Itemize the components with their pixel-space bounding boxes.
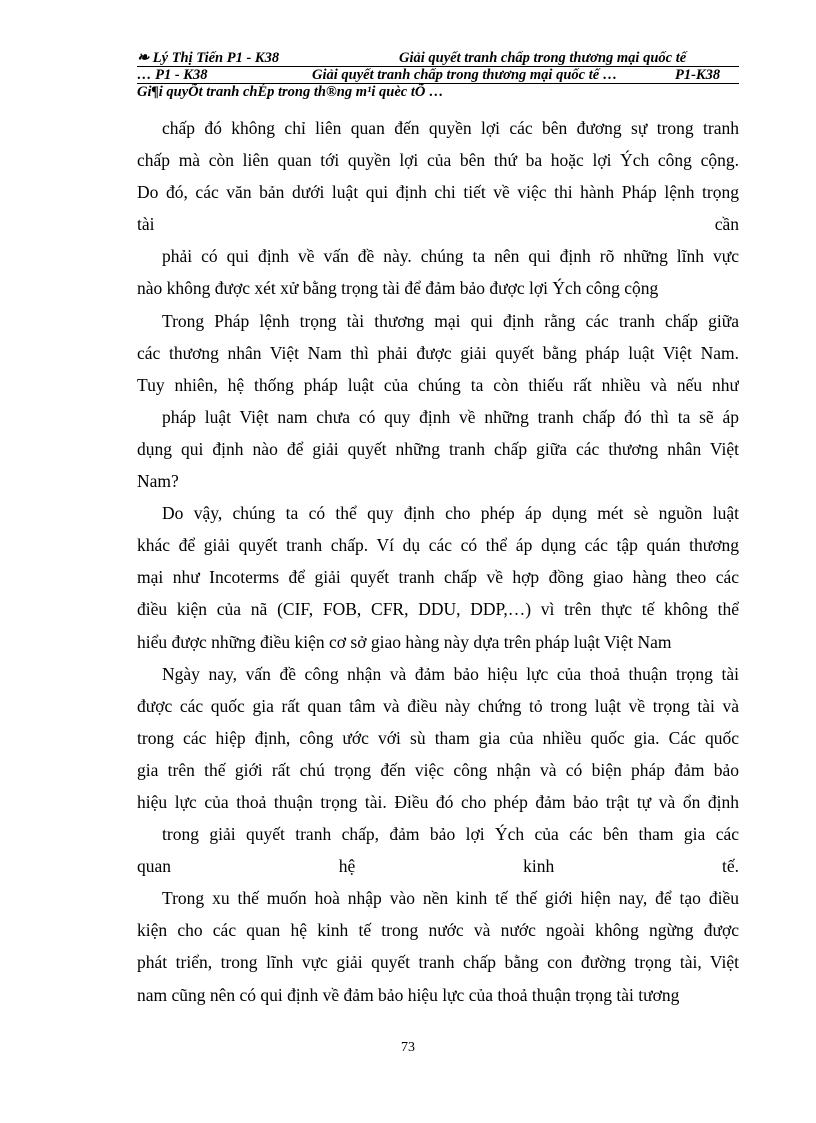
text-line: khác để giải quyết tranh chấp. Ví dụ các có thể áp dụng các tập quán thương [137, 535, 739, 556]
text-line: phải có qui định về vấn đề này. chúng ta nên qui định rõ những lĩnh vực [162, 246, 739, 267]
text-line: Tuy nhiên, hệ thống pháp luật của chúng ta còn thiếu rất nhiều và nếu như [137, 374, 739, 395]
page-header [137, 50, 739, 100]
text-line: dụng qui định nào để giải quyết những tranh chấp giữa các thương nhân Việt [137, 438, 739, 459]
text-line: nam cũng nên có qui định về đảm bảo hiệu lực của thoả thuận trọng tài tương [137, 984, 680, 1005]
text-line: kiện cho các quan hệ kinh tế trong nước và nước ngoài không ngừng được [137, 920, 739, 941]
text-line: tài cần [137, 214, 739, 235]
text-line: Ngày nay, vấn đề công nhận và đảm bảo hiệu lực của thoả thuận trọng tài [162, 663, 739, 684]
text-line: chấp đó không chỉ liên quan đến quyền lợi các bên đương sự trong tranh [162, 118, 739, 138]
text-line: Trong xu thế muốn hoà nhập vào nền kinh tế thế giới hiện nay, để tạo điều [162, 888, 739, 909]
text-line: hiệu lực của thoả thuận trọng tài. Điều đó cho phép đảm bảo trật tự và ổn định [137, 791, 739, 812]
header-author: ❧ Lý Thị Tiến P1 - K38 [137, 50, 280, 66]
header-repeat-right: P1-K38 [675, 67, 721, 83]
text-line: Trong Pháp lệnh trọng tài thương mại qui định rằng các tranh chấp giữa [162, 310, 739, 331]
text-line: Do vậy, chúng ta có thể quy định cho phép áp dụng mét sè nguồn luật [162, 503, 739, 524]
text-line: mại như Incoterms để giải quyết tranh chấp về hợp đồng giao hàng theo các [137, 567, 739, 588]
header-line-1 [137, 50, 739, 67]
text-line: pháp luật Việt nam chưa có quy định về những tranh chấp đó thì ta sẽ áp [162, 406, 739, 427]
text-line: nào không được xét xử bằng trọng tài để đảm bảo được lợi Ých công cộng [137, 278, 659, 299]
header-repeat-mid: Giải quyết tranh chấp trong thương mại quốc tế … [312, 67, 618, 83]
text-line: quan hệ kinh tế. [137, 856, 739, 877]
header-title: Giải quyết tranh chấp trong thương mại quốc tế [399, 50, 687, 66]
text-line: các thương nhân Việt Nam thì phải được giải quyết bằng pháp luật Việt Nam. [137, 342, 739, 363]
header-repeat-left: … P1 - K38 [137, 67, 208, 83]
text-line: trong các hiệp định, công ước với sù tham gia của nhiều quốc gia. Các quốc [137, 727, 739, 748]
page-number: 73 [401, 1040, 415, 1055]
text-line: Nam? [137, 471, 179, 492]
header-garbled: Gi¶i quyÕt tranh chÉp trong th®ng m¹i quèc tÕ … [137, 84, 444, 100]
text-line: chấp mà còn liên quan tới quyền lợi của bên thứ ba hoặc lợi Ých công cộng. [137, 150, 739, 171]
text-line: trong giải quyết tranh chấp, đảm bảo lợi Ých của các bên tham gia các [162, 824, 739, 845]
text-line: điều kiện của nã (CIF, FOB, CFR, DDU, DDP,…) vì trên thực tế không thể [137, 599, 739, 620]
text-line: Do đó, các văn bản dưới luật qui định chi tiết về việc thi hành Pháp lệnh trọng [137, 182, 739, 203]
header-line-2 [137, 67, 739, 84]
text-line: phát triển, trong lĩnh vực giải quyết tranh chấp bằng con đường trọng tài, Việt [137, 952, 739, 973]
text-line: được các quốc gia rất quan tâm và điều này chứng tỏ trong luật về trọng tài và [137, 695, 739, 716]
text-line: gia trên thế giới rất chú trọng đến việc công nhận và có biện pháp đảm bảo [137, 759, 739, 780]
document-body [137, 112, 739, 1011]
text-line: hiểu được những điều kiện cơ sở giao hàng này dựa trên pháp luật Việt Nam [137, 631, 672, 652]
header-line-3 [137, 84, 739, 100]
